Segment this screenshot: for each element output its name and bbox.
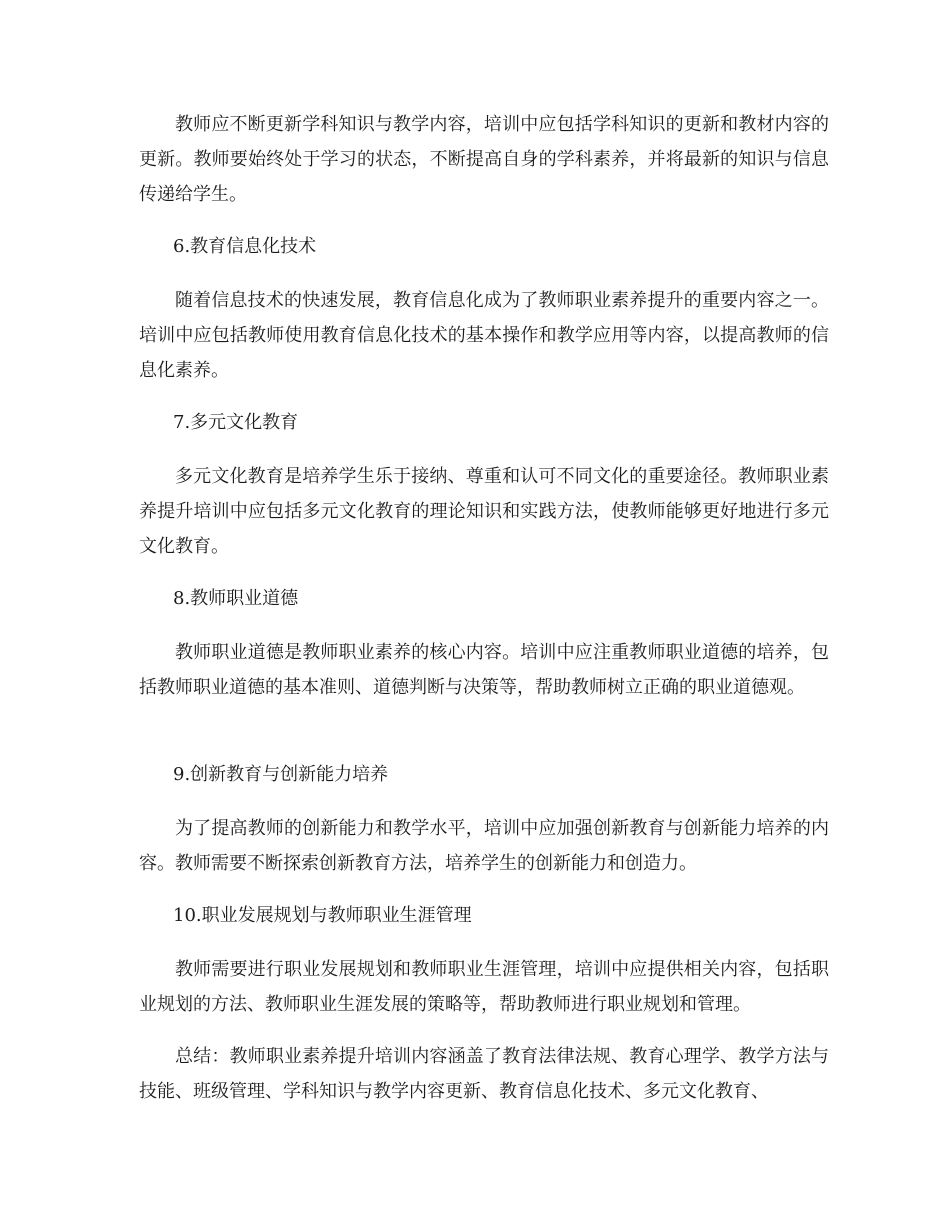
section-body-7: 多元文化教育是培养学生乐于接纳、尊重和认可不同文化的重要途径。教师职业素养提升培训中应包括多元文化教育的理论知识和实践方法，使教师能够更好地进行多元文化教育。 bbox=[139, 466, 829, 557]
section-heading-7: 7.多元文化教育 bbox=[173, 412, 299, 433]
section-heading-10: 10.职业发展规划与教师职业生涯管理 bbox=[173, 905, 472, 926]
section-body-9: 为了提高教师的创新能力和教学水平，培训中应加强创新教育与创新能力培养的内容。教师需要不断探索创新教育方法，培养学生的创新能力和创造力。 bbox=[139, 818, 829, 874]
section-body-10: 教师需要进行职业发展规划和教师职业生涯管理，培训中应提供相关内容，包括职业规划的方法、教师职业生涯发展的策略等，帮助教师进行职业规划和管理。 bbox=[139, 959, 829, 1015]
section-heading-8: 8.教师职业道德 bbox=[173, 588, 299, 609]
section-body-6: 随着信息技术的快速发展，教育信息化成为了教师职业素养提升的重要内容之一。培训中应包括教师使用教育信息化技术的基本操作和教学应用等内容，以提高教师的信息化素养。 bbox=[139, 290, 829, 381]
section-heading-9: 9.创新教育与创新能力培养 bbox=[173, 764, 389, 785]
summary-paragraph: 总结：教师职业素养提升培训内容涵盖了教育法律法规、教育心理学、教学方法与技能、班级管理、学科知识与教学内容更新、教育信息化技术、多元文化教育、 bbox=[139, 1046, 829, 1102]
section-body-8: 教师职业道德是教师职业素养的核心内容。培训中应注重教师职业道德的培养，包括教师职业道德的基本准则、道德判断与决策等，帮助教师树立正确的职业道德观。 bbox=[139, 642, 829, 698]
section-heading-6: 6.教育信息化技术 bbox=[173, 236, 317, 257]
paragraph-subject-update: 教师应不断更新学科知识与教学内容，培训中应包括学科知识的更新和教材内容的更新。教师要始终处于学习的状态，不断提高自身的学科素养，并将最新的知识与信息传递给学生。 bbox=[139, 114, 829, 205]
document-page bbox=[139, 0, 829, 1230]
